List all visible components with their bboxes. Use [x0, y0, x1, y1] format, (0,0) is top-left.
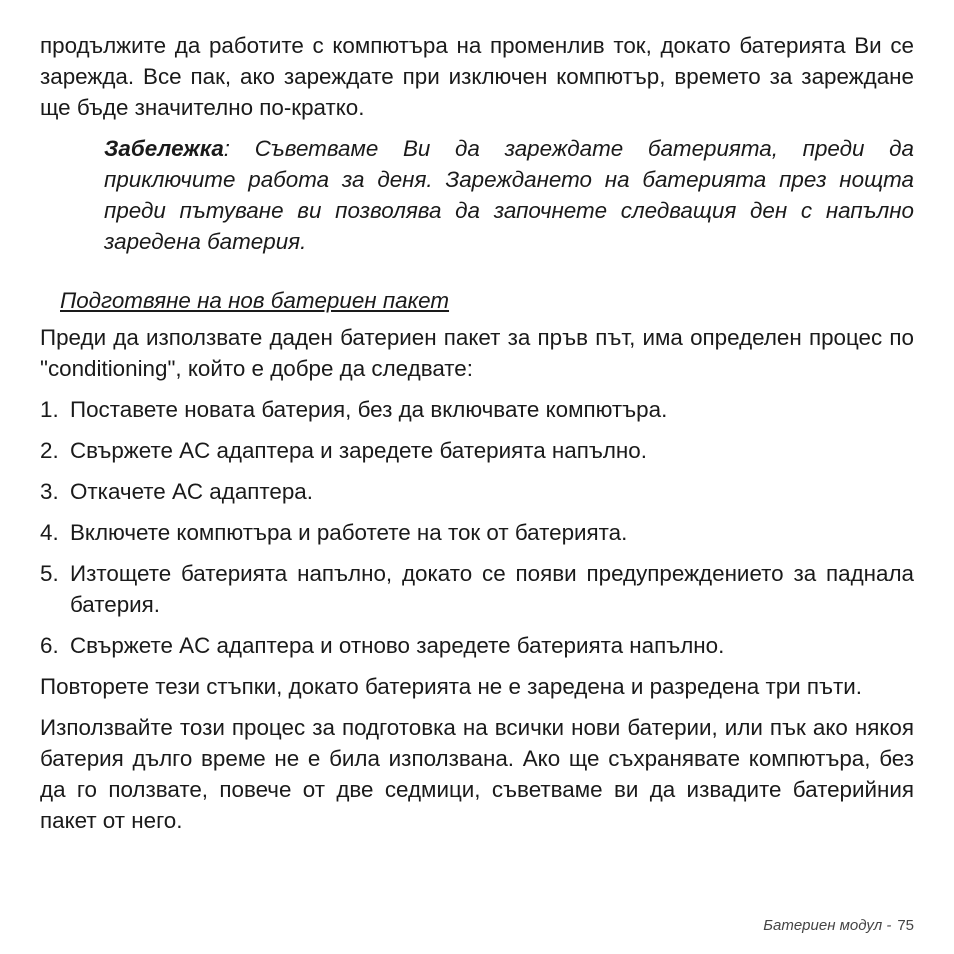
list-item: [40, 630, 914, 661]
step-number: 2.: [40, 438, 59, 463]
step-text: Свържете AC адаптера и заредете батерията напълно.: [70, 438, 647, 463]
list-item: [40, 394, 914, 425]
step-number: 3.: [40, 479, 59, 504]
page-footer: [763, 917, 914, 934]
step-number: 1.: [40, 397, 59, 422]
step-number: 4.: [40, 520, 59, 545]
list-item: [40, 476, 914, 507]
section-heading: Подготвяне на нов батериен пакет: [60, 288, 450, 313]
step-text: Изтощете батерията напълно, докато се появи предупреждението за паднала батерия.: [70, 561, 914, 617]
note-text: : Съветваме Ви да зареждате батерията, преди да приключите работа за деня. Зареждането на батерията през нощта преди пътуване ви позволява да започнете следващия ден с напълно заредена батерия.: [104, 136, 914, 254]
step-number: 6.: [40, 633, 59, 658]
steps-list: [40, 394, 914, 661]
list-item: [40, 435, 914, 466]
step-text: Поставете новата батерия, без да включвате компютъра.: [70, 397, 668, 422]
note-label: Забележка: [104, 136, 224, 161]
repeat-paragraph: Повторете тези стъпки, докато батерията не е заредена и разредена три пъти.: [40, 674, 863, 699]
list-item: [40, 558, 914, 620]
footer-section-name: Батериен модул -: [763, 917, 892, 934]
intro-paragraph: продължите да работите с компютъра на променлив ток, докато батерията Ви се зарежда. Все пак, ако зареждате при изключен компютър, времето за зареждане ще бъде значително по-кратко.: [40, 33, 914, 120]
step-text: Откачете AC адаптера.: [70, 479, 313, 504]
document-page: [40, 30, 914, 846]
list-item: [40, 517, 914, 548]
step-text: Свържете AC адаптера и отново заредете батерията напълно.: [70, 633, 725, 658]
note-block: [104, 133, 914, 257]
step-text: Включете компютъра и работете на ток от батерията.: [70, 520, 628, 545]
section-intro-paragraph: Преди да използвате даден батериен пакет за пръв път, има определен процес по "conditioning", който е добре да следвате:: [40, 325, 914, 381]
usage-paragraph: Използвайте този процес за подготовка на всички нови батерии, или пък ако някоя батерия дълго време не е била използвана. Ако ще съхранявате компютъра, без да го ползвате, повече от две седмици, съветваме ви да извадите батерийния пакет от него.: [40, 715, 914, 833]
step-number: 5.: [40, 561, 59, 586]
page-number: 75: [897, 917, 914, 934]
